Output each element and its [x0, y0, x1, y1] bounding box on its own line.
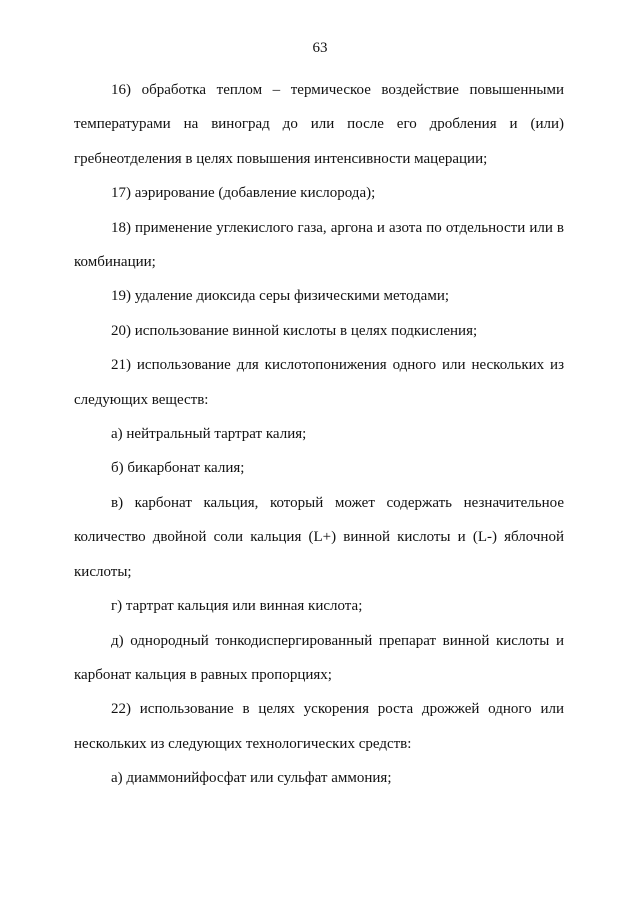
paragraph-21: 21) использование для кислотопонижения одного или нескольких из следующих веществ: — [74, 357, 564, 408]
paragraph-21-a: а) нейтральный тартрат калия; — [111, 426, 307, 443]
paragraph-18: 18) применение углекислого газа, аргона и азота по отдельности или в комбинации; — [74, 219, 564, 271]
paragraph-22-a: а) диаммонийфосфат или сульфат аммония; — [111, 770, 392, 787]
paragraph-21-v: в) карбонат кальция, который может содержать незначительное количество двойной соли кальция (L+) винной кислоты и (L-) яблочной кислоты; — [74, 494, 564, 580]
paragraph-21-g: г) тартрат кальция или винная кислота; — [111, 598, 363, 615]
paragraph-22: 22) использование в целях ускорения роста дрожжей одного или нескольких из следующих технологических средств: — [74, 701, 564, 752]
paragraph-21-b: б) бикарбонат калия; — [111, 460, 245, 477]
page-number: 63 — [312, 40, 328, 56]
paragraph-21-d: д) однородный тонкодиспергированный препарат винной кислоты и карбонат кальция в равных пропорциях; — [74, 632, 564, 683]
paragraph-20: 20) использование винной кислоты в целях подкисления; — [111, 322, 478, 339]
document-body — [74, 73, 564, 796]
paragraph-19: 19) удаление диоксида серы физическими методами; — [111, 288, 450, 305]
paragraph-16: 16) обработка теплом – термическое воздействие повышенными температурами на виноград до или после его дробления и (или) гребнеотделения в целях повышения интенсивности мацерации; — [74, 82, 564, 167]
paragraph-17: 17) аэрирование (добавление кислорода); — [111, 185, 376, 202]
